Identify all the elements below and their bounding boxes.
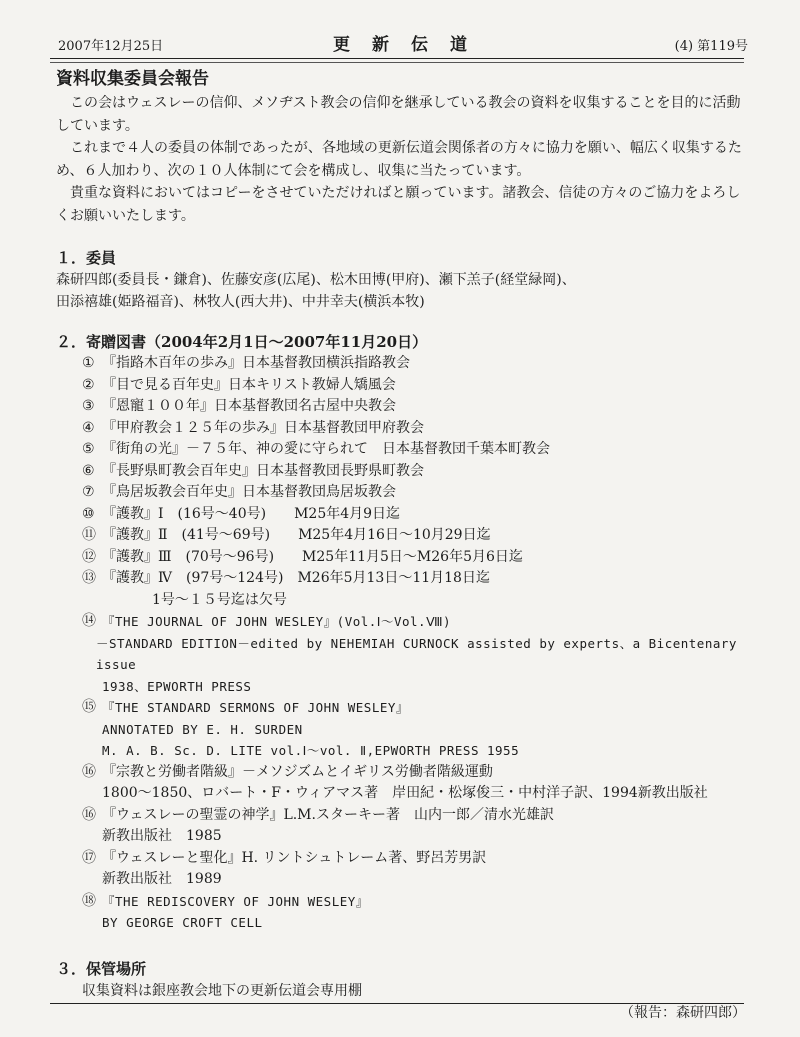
committee-members-line-2: 田添禧雄(姫路福音)、林牧人(西大井)、中井幸夫(横浜本牧) xyxy=(56,294,425,310)
article-body xyxy=(56,68,746,1026)
newsletter-title: 更新伝道 xyxy=(333,35,489,55)
storage-location: 収集資料は銀座教会地下の更新伝道会専用棚 xyxy=(82,982,362,999)
item-number: ⑪ xyxy=(82,527,96,543)
footer-rule xyxy=(50,1003,744,1004)
item-number: ⑮ xyxy=(82,699,96,715)
list-item xyxy=(56,611,746,697)
header-rule-thin xyxy=(50,62,744,63)
item-subline: M. A. B. Sc. D. LITE vol.Ⅰ～vol. Ⅱ,EPWORTH PRESS 1955 xyxy=(102,743,520,758)
item-text: 『護教』Ⅰ (16号～40号) M25年4月9日迄 xyxy=(102,505,401,522)
item-number: ⑭ xyxy=(82,613,96,629)
item-number: ⑯ xyxy=(82,763,96,780)
section-donated-books-heading: ２．寄贈図書（2004年2月1日～2007年11月20日） xyxy=(56,333,428,351)
item-text: 『護教』Ⅲ (70号～96号) M25年11月5日～M26年5月6日迄 xyxy=(102,548,523,565)
item-number: ⑦ xyxy=(82,484,95,500)
section-committee-heading: １．委員 xyxy=(56,249,117,267)
list-item xyxy=(56,461,746,483)
item-number: ⑥ xyxy=(82,462,95,479)
list-item xyxy=(56,375,746,397)
item-text: 『甲府教会１２５年の歩み』日本基督教団甲府教会 xyxy=(102,419,424,436)
item-subline: ANNOTATED BY E. H. SURDEN xyxy=(102,721,303,737)
item-number: ③ xyxy=(82,398,95,414)
item-number: ④ xyxy=(82,419,95,436)
reporter-wrap xyxy=(56,1002,746,1026)
intro-paragraph-2: これまで４人の委員の体制であったが、各地域の更新伝道会関係者の方々に協力を願い、幅広く収集するため、６人加わり、次の１０人体制にて会を構成し、収集に当たっています。 xyxy=(56,140,742,179)
list-item xyxy=(56,353,746,375)
report-title: 資料収集委員会報告 xyxy=(56,69,209,89)
list-item xyxy=(56,418,746,440)
issue-date: 2007年12月25日 xyxy=(58,39,164,54)
item-text: 『THE STANDARD SERMONS OF JOHN WESLEY』 xyxy=(102,700,409,715)
item-number: ⑱ xyxy=(82,892,96,909)
item-text: 『護教』Ⅱ (41号～69号) M25年4月16日～10月29日迄 xyxy=(102,527,491,543)
item-text: 『THE REDISCOVERY OF JOHN WESLEY』 xyxy=(102,893,369,909)
intro-paragraph-3: 貴重な資料においてはコピーをさせていただければと願っています。諸教会、信徒の方々のご協力をよろしくお願いいたします。 xyxy=(56,185,741,224)
item-subline: －STANDARD EDITION－edited by NEHEMIAH CURNOCK assisted by experts、a Bicentenary issue xyxy=(96,635,737,672)
item-text: 『恩寵１００年』日本基督教団名古屋中央教会 xyxy=(102,398,396,414)
list-item xyxy=(56,396,746,418)
list-item xyxy=(56,504,746,526)
list-item-note xyxy=(56,590,746,612)
item-number: ⑯ xyxy=(82,806,96,823)
item-number: ② xyxy=(82,376,95,393)
missing-issues-note: 1号～１５号迄は欠号 xyxy=(152,591,287,608)
item-text: 『街角の光』－７５年、神の愛に守られて 日本基督教団千葉本町教会 xyxy=(102,441,550,457)
list-item xyxy=(56,568,746,590)
item-text: 『ウェスレーの聖霊の神学』L.M.スターキー著 山内一郎／清水光雄訳 xyxy=(102,806,554,823)
list-item xyxy=(56,482,746,504)
item-text: 『目で見る百年史』日本キリスト教婦人矯風会 xyxy=(102,376,396,393)
list-item xyxy=(56,891,746,934)
item-subline: 新教出版社 1985 xyxy=(102,828,222,844)
page-header xyxy=(50,30,750,56)
reporter-credit: （報告：森研四郎） xyxy=(620,1004,746,1021)
item-text: 『護教』Ⅳ (97号～124号) M26年5月13日～11月18日迄 xyxy=(102,570,490,586)
issue-number: (4) 第119号 xyxy=(674,39,748,54)
item-text: 『長野県町教会百年史』日本基督教団長野県町教会 xyxy=(102,462,424,479)
item-text: 『THE JOURNAL OF JOHN WESLEY』(Vol.Ⅰ～Vol.Ⅷ) xyxy=(102,614,452,629)
item-number: ⑫ xyxy=(82,548,96,565)
list-item xyxy=(56,439,746,461)
header-rule xyxy=(50,58,744,59)
item-number: ⑩ xyxy=(82,505,95,522)
intro-paragraph-1: この会はウェスレーの信仰、メソヂスト教会の信仰を継承している教会の資料を収集することを目的に活動しています。 xyxy=(56,95,741,134)
list-item xyxy=(56,547,746,569)
item-number: ① xyxy=(82,355,95,371)
list-item xyxy=(56,697,746,762)
item-number: ⑤ xyxy=(82,441,95,457)
list-item xyxy=(56,805,746,848)
committee-members-line-1: 森研四郎(委員長・鎌倉)、佐藤安彦(広尾)、松木田博(甲府)、瀬下羔子(経堂緑岡)、 xyxy=(56,272,576,288)
item-subline: BY GEORGE CROFT CELL xyxy=(102,915,263,930)
item-text: 『鳥居坂教会百年史』日本基督教団鳥居坂教会 xyxy=(102,484,396,500)
section-storage-heading: ３．保管場所 xyxy=(56,959,147,978)
item-text: 『宗教と労働者階級』－メソジズムとイギリス労働者階級運動 xyxy=(102,763,493,780)
list-item xyxy=(56,525,746,547)
list-item xyxy=(56,848,746,891)
item-subline: 1800～1850、ロバート・F・ウィアマス著 岸田紀・松塚俊三・中村洋子訳、1994新教出版社 xyxy=(102,785,708,801)
item-text: 『ウェスレーと聖化』H. リントシュトレーム著、野呂芳男訳 xyxy=(102,849,487,866)
item-subline: 新教出版社 1989 xyxy=(102,871,222,887)
item-number: ⑬ xyxy=(82,570,96,586)
item-number: ⑰ xyxy=(82,849,96,866)
item-subline: 1938、EPWORTH PRESS xyxy=(102,678,252,694)
list-item xyxy=(56,762,746,805)
donated-books-list xyxy=(56,353,746,934)
item-text: 『指路木百年の歩み』日本基督教団横浜指路教会 xyxy=(102,355,410,371)
